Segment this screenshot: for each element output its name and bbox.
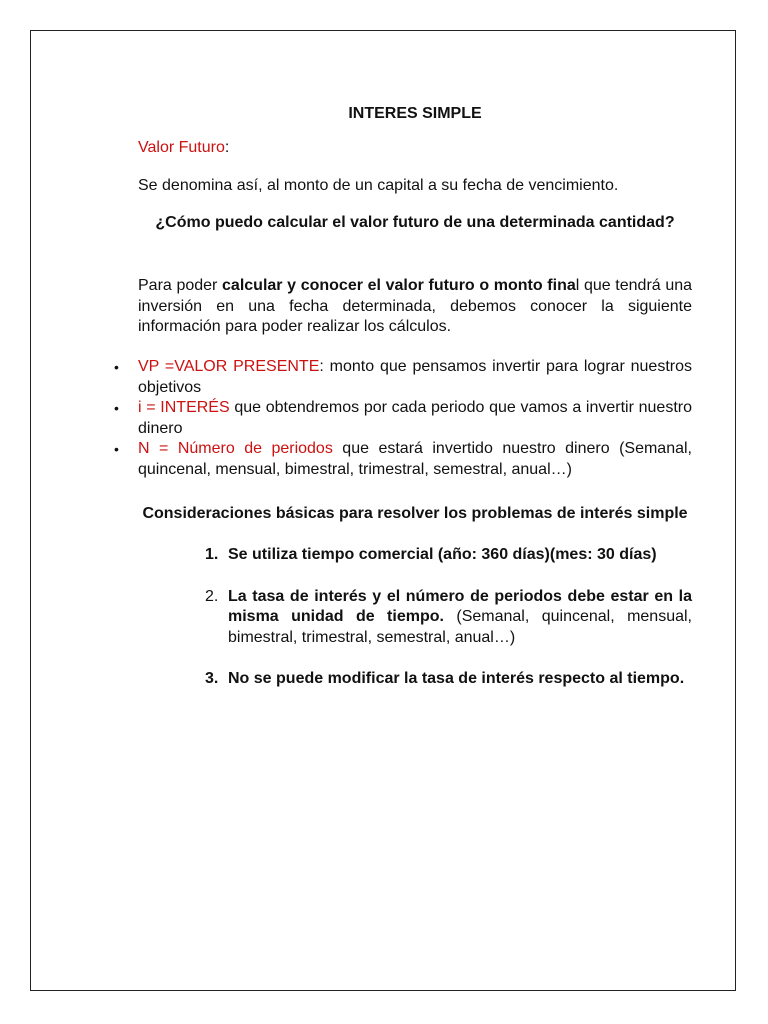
- list-item: [205, 545, 692, 566]
- document-title: INTERES SIMPLE: [348, 105, 482, 122]
- question-heading: ¿Cómo puedo calcular el valor futuro de una determinada cantidad?: [155, 214, 675, 231]
- variable-name: VP =VALOR PRESENTE: [138, 358, 320, 375]
- item-bold-text: No se puede modificar la tasa de interés respecto al tiempo.: [228, 670, 685, 687]
- variable-description: : monto que pensamos invertir para lograr nuestros objetivos: [138, 358, 692, 396]
- definition-paragraph: Se denomina así, al monto de un capital a su fecha de vencimiento.: [138, 177, 619, 194]
- item-bold-text: La tasa de interés y el número de periodos debe estar en la misma unidad de tiempo.: [228, 587, 692, 625]
- intro-text-end: l que tendrá una inversión en una fecha determinada, debemos conocer la siguiente información para poder realizar los cálculos.: [138, 277, 693, 335]
- intro-paragraph: [138, 276, 692, 338]
- intro-text-bold: calcular y conocer el valor futuro o monto fina: [222, 277, 576, 294]
- list-item: [138, 439, 692, 480]
- variable-name: N = Número de periodos: [138, 440, 333, 457]
- list-item: [138, 398, 692, 439]
- valor-futuro-colon: :: [224, 139, 230, 156]
- intro-text-start: Para poder: [138, 277, 223, 294]
- item-text: (Semanal, quincenal, mensual, bimestral, trimestral, semestral, anual…): [228, 608, 693, 646]
- item-bold-text: Se utiliza tiempo comercial (año: 360 días)(mes: 30 días): [228, 546, 657, 563]
- considerations-list: [205, 545, 693, 711]
- document-page: [30, 30, 736, 991]
- list-item: [205, 669, 692, 690]
- variables-list: [138, 357, 692, 480]
- list-item: [205, 587, 693, 649]
- valor-futuro-heading: [138, 138, 692, 159]
- considerations-heading: Consideraciones básicas para resolver los problemas de interés simple: [142, 505, 688, 522]
- item-number: 2.: [205, 587, 219, 605]
- valor-futuro-label: Valor Futuro: [138, 139, 225, 156]
- list-item: [138, 357, 692, 398]
- variable-name: i = INTERÉS: [138, 399, 230, 416]
- item-number: 1.: [205, 546, 219, 563]
- variable-description: que obtendremos por cada periodo que vamos a invertir nuestro dinero: [138, 399, 692, 437]
- item-number: 3.: [205, 670, 219, 687]
- variable-description: que estará invertido nuestro dinero (Semanal, quincenal, mensual, bimestral, trimestral, semestral, anual…): [138, 440, 692, 478]
